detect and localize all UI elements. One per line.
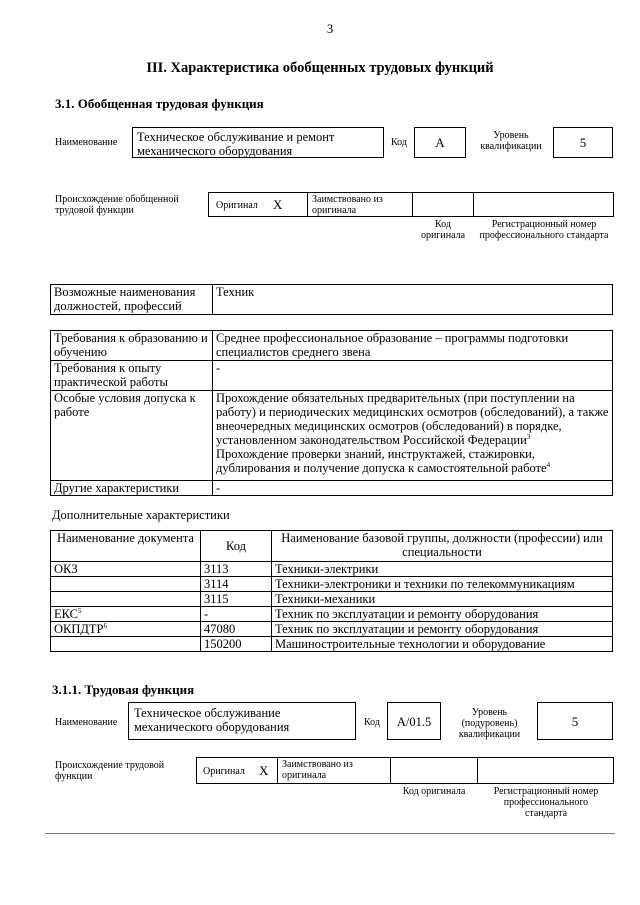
tf-origin-label: Происхождение трудовой функции — [55, 760, 165, 782]
req-experience-label: Требования к опыту практической работы — [51, 361, 213, 391]
req-conditions-value — [213, 391, 613, 481]
footnote-4: 4 — [546, 460, 551, 469]
additional-doc-cell — [51, 607, 201, 622]
gtf-borrowed-label: Заимствовано из оригинала — [312, 194, 383, 216]
req-education-value: Среднее профессиональное образование – программы подготовки специалистов среднего звена — [213, 331, 613, 361]
table-row — [51, 622, 613, 637]
req-conditions-label: Особые условия допуска к работе — [51, 391, 213, 481]
tf-origin-code-cell — [390, 757, 478, 784]
doc-name: ЕКС — [54, 607, 78, 621]
additional-name-cell: Техник по эксплуатации и ремонту оборудования — [272, 622, 613, 637]
gtf-reg-number-caption: Регистрационный номер профессионального стандарта — [479, 219, 609, 241]
additional-doc-cell — [51, 622, 201, 637]
additional-code-cell: 3114 — [201, 577, 272, 592]
tf-name-value: Техническое обслуживание механического оборудования — [134, 706, 290, 734]
table-row — [51, 577, 613, 592]
gtf-code-label: Код — [391, 137, 407, 148]
gtf-level-label: Уровень квалификации — [480, 130, 542, 152]
gtf-heading: 3.1. Обобщенная трудовая функция — [55, 96, 264, 111]
tf-code-field — [387, 702, 441, 740]
tf-level-label: Уровень (подуровень) квалификации — [458, 707, 521, 740]
gtf-code-value: А — [435, 135, 445, 150]
additional-doc-cell — [51, 562, 201, 577]
gtf-origin-label: Происхождение обобщенной трудовой функции — [55, 194, 179, 216]
footnote-3: 3 — [526, 432, 531, 441]
gtf-origin-code-caption: Код оригинала — [420, 219, 466, 241]
tf-original-label: Оригинал — [203, 766, 245, 777]
footnote-5: 5 — [78, 606, 82, 615]
tf-name-label: Наименование — [55, 717, 118, 728]
tf-borrowed-label: Заимствовано из оригинала — [282, 759, 353, 781]
req-experience-value: - — [213, 361, 613, 391]
gtf-name-label: Наименование — [55, 137, 118, 148]
additional-code-cell: 150200 — [201, 637, 272, 652]
tf-original-cell — [196, 757, 278, 784]
additional-name-cell: Техники-электроники и техники по телекоммуникациям — [272, 577, 613, 592]
gtf-original-cell — [208, 192, 308, 217]
positions-value: Техник — [213, 285, 613, 315]
tf-level-value: 5 — [571, 714, 579, 729]
footnote-6: 6 — [103, 621, 108, 630]
positions-label: Возможные наименования должностей, профессий — [51, 285, 213, 315]
gtf-code-field — [414, 127, 466, 158]
table-row — [51, 607, 613, 622]
section-title: III. Характеристика обобщенных трудовых функций — [146, 60, 494, 76]
page-number: 3 — [326, 22, 334, 36]
req-conditions-text-2: Прохождение проверки знаний, инструктажей, стажировки, дублирования и получение допуска к самостоятельной работе — [216, 447, 547, 475]
doc-name: ОКПДТР — [54, 622, 104, 636]
gtf-original-label: Оригинал — [216, 200, 258, 211]
additional-name-cell: Машиностроительные технологии и оборудование — [272, 637, 613, 652]
additional-code-cell: 3115 — [201, 592, 272, 607]
table-row — [51, 592, 613, 607]
additional-code-cell: 47080 — [201, 622, 272, 637]
additional-caption: Дополнительные характеристики — [52, 508, 230, 522]
additional-header-name: Наименование базовой группы, должности (профессии) или специальности — [272, 531, 613, 562]
gtf-level-value: 5 — [579, 135, 587, 150]
gtf-name-value: Техническое обслуживание и ремонт механического оборудования — [137, 130, 335, 158]
gtf-origin-code-cell — [412, 192, 474, 217]
gtf-borrowed-cell — [307, 192, 413, 217]
additional-doc-cell — [51, 592, 201, 607]
tf-origin-code-caption: Код оригинала — [402, 786, 466, 797]
additional-code-cell: 3113 — [201, 562, 272, 577]
additional-name-cell: Техники-электрики — [272, 562, 613, 577]
additional-table — [50, 530, 613, 652]
tf-code-value: А/01.5 — [396, 715, 432, 729]
tf-heading: 3.1.1. Трудовая функция — [52, 682, 195, 697]
tf-original-mark: X — [259, 763, 269, 778]
tf-reg-number-cell — [477, 757, 614, 784]
additional-header-code: Код — [201, 531, 272, 562]
additional-name-cell: Техники-механики — [272, 592, 613, 607]
requirements-table — [50, 330, 613, 496]
tf-level-field — [537, 702, 613, 740]
bottom-rule — [45, 833, 615, 834]
gtf-level-field — [553, 127, 613, 158]
gtf-reg-number-cell — [473, 192, 614, 217]
tf-borrowed-cell — [277, 757, 391, 784]
req-other-value: - — [213, 481, 613, 496]
additional-header-doc: Наименование документа — [51, 531, 201, 562]
req-education-label: Требования к образованию и обучению — [51, 331, 213, 361]
additional-name-cell: Техник по эксплуатации и ремонту оборудования — [272, 607, 613, 622]
tf-name-field — [128, 702, 356, 740]
additional-doc-cell — [51, 577, 201, 592]
positions-table — [50, 284, 613, 315]
additional-code-cell: - — [201, 607, 272, 622]
gtf-name-field — [132, 127, 384, 158]
table-row — [51, 637, 613, 652]
tf-reg-number-caption: Регистрационный номер профессионального стандарта — [493, 786, 599, 819]
doc-name: ОКЗ — [54, 562, 78, 576]
req-other-label: Другие характеристики — [51, 481, 213, 496]
tf-code-label: Код — [364, 717, 380, 728]
additional-doc-cell — [51, 637, 201, 652]
gtf-original-mark: X — [273, 197, 283, 212]
table-row — [51, 562, 613, 577]
req-conditions-text-1: Прохождение обязательных предварительных (при поступлении на работу) и периодических медицинских осмотров (обследований), а также внеочередных медицинских осмотров (обследований) в порядке, установленном законодательством Российской Федерации — [216, 391, 609, 447]
